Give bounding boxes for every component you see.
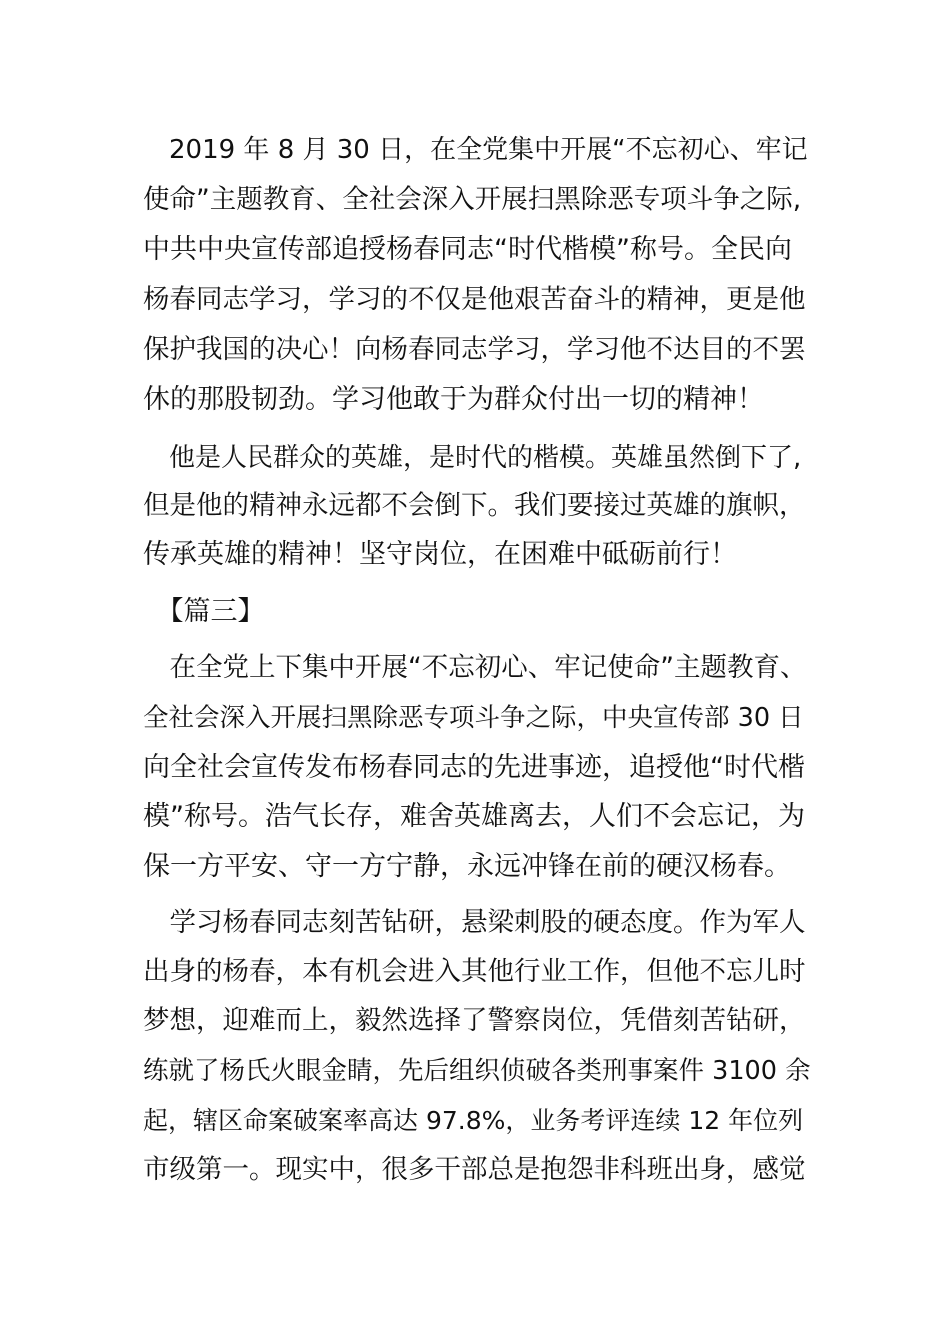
paragraph-3-line-5: 保一方平安、守一方宁静，永远冲锋在前的硬汉杨春。: [143, 851, 791, 882]
paragraph-4-line-2: 出身的杨春，本有机会进入其他行业工作，但他不忘儿时: [143, 956, 806, 987]
paragraph-3-line-2: 全社会深入开展扫黑除恶专项斗争之际，中央宣传部 30 日: [143, 703, 804, 733]
paragraph-1-line-6: 休的那股韧劲。学习他敢于为群众付出一切的精神！: [143, 384, 764, 415]
paragraph-1-line-5: 保护我国的决心！向杨春同志学习，学习他不达目的不罢: [143, 334, 806, 365]
paragraph-1-line-1: 2019 年 8 月 30 日，在全党集中开展“不忘初心、牢记: [143, 135, 808, 165]
paragraph-4-line-4: 练就了杨氏火眼金睛，先后组织侦破各类刑事案件 3100 余: [143, 1056, 811, 1086]
paragraph-1-line-2: 使命”主题教育、全社会深入开展扫黑除恶专项斗争之际,: [143, 184, 802, 215]
paragraph-4-line-5: 起，辖区命案破案率高达 97.8%，业务考评连续 12 年位列: [143, 1106, 804, 1135]
paragraph-4-line-6: 市级第一。现实中，很多干部总是抱怨非科班出身，感觉: [143, 1154, 806, 1185]
paragraph-2-line-3: 传承英雄的精神！坚守岗位，在困难中砥砺前行！: [143, 539, 737, 570]
paragraph-2-line-2: 但是他的精神永远都不会倒下。我们要接过英雄的旗帜，: [143, 490, 806, 521]
section-heading: 【篇三】: [143, 596, 265, 627]
paragraph-3-line-4: 模”称号。浩气长存，难舍英雄离去，人们不会忘记，为: [143, 801, 805, 832]
paragraph-3-line-3: 向全社会宣传发布杨春同志的先进事迹，追授他“时代楷: [143, 752, 805, 783]
paragraph-3-line-1: 在全党上下集中开展“不忘初心、牢记使命”主题教育、: [143, 652, 807, 683]
paragraph-1-line-4: 杨春同志学习，学习的不仅是他艰苦奋斗的精神，更是他: [143, 284, 806, 315]
paragraph-1-line-3: 中共中央宣传部追授杨春同志“时代楷模”称号。全民向: [143, 234, 792, 265]
paragraph-2-line-1: 他是人民群众的英雄，是时代的楷模。英雄虽然倒下了,: [143, 443, 802, 473]
paragraph-4-line-3: 梦想，迎难而上，毅然选择了警察岗位，凭借刻苦钻研，: [143, 1005, 806, 1036]
paragraph-4-line-1: 学习杨春同志刻苦钻研，悬梁刺股的硬态度。作为军人: [143, 907, 806, 938]
